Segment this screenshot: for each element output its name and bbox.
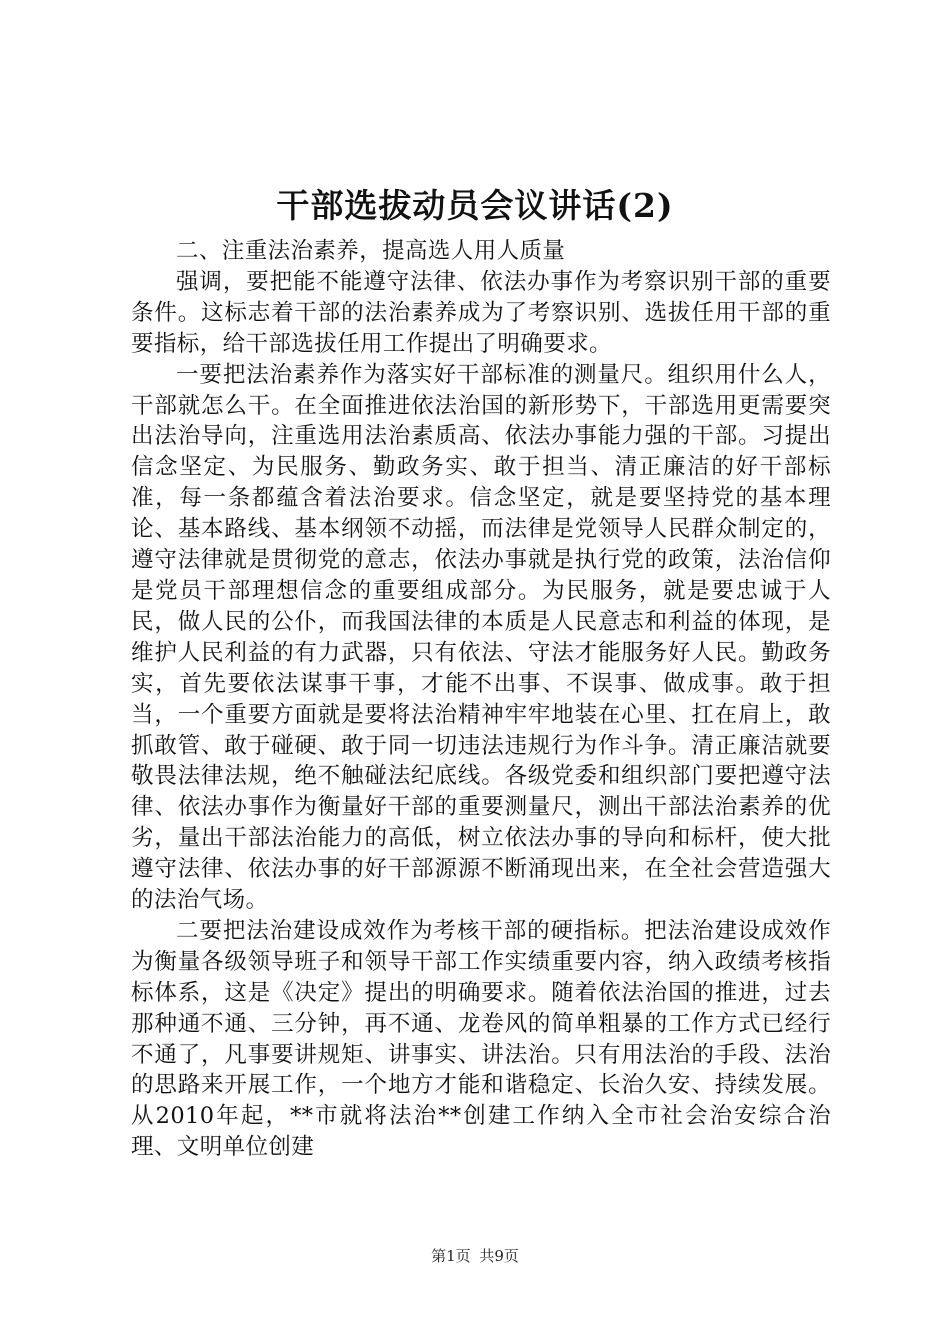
page-number: 第1页 [431, 1247, 471, 1265]
paragraph: 强调，要把能不能遵守法律、依法办事作为考察识别干部的重要条件。这标志着干部的法治素养成为了考察识别、选拔任用干部的重要指标，给干部选拔任用工作提出了明确要求。 [131, 268, 831, 357]
document-body [131, 236, 831, 1163]
page-total: 共9页 [479, 1247, 519, 1265]
paragraph: 一要把法治素养作为落实好干部标准的测量尺。组织用什么人，干部就怎么干。在全面推进依法治国的新形势下，干部选用更需要突出法治导向，注重选用法治素质高、依法办事能力强的干部。习提出信念坚定、为民服务、勤政务实、敢于担当、清正廉洁的好干部标准，每一条都蕴含着法治要求。信念坚定，就是要坚持党的基本理论、基本路线、基本纲领不动摇，而法律是党领导人民群众制定的，遵守法律就是贯彻党的意志，依法办事就是执行党的政策，法治信仰是党员干部理想信念的重要组成部分。为民服务，就是要忠诚于人民，做人民的公仆，而我国法律的本质是人民意志和利益的体现，是维护人民利益的有力武器，只有依法、守法才能服务好人民。勤政务实，首先要依法谋事干事，才能不出事、不误事、做成事。敢于担当，一个重要方面就是要将法治精神牢牢地装在心里、扛在肩上，敢抓敢管、敢于碰硬、敢于同一切违法违规行为作斗争。清正廉洁就要敬畏法律法规，绝不触碰法纪底线。各级党委和组织部门要把遵守法律、依法办事作为衡量好干部的重要测量尺，测出干部法治素养的优劣，量出干部法治能力的高低，树立依法办事的导向和标杆，使大批遵守法律、依法办事的好干部源源不断涌现出来，在全社会营造强大的法治气场。 [131, 361, 831, 914]
page-footer [0, 1245, 950, 1266]
document-title: 干部选拔动员会议讲话(2) [276, 186, 674, 225]
paragraph: 二要把法治建设成效作为考核干部的硬指标。把法治建设成效作为衡量各级领导班子和领导干部工作实绩重要内容，纳入政绩考核指标体系，这是《决定》提出的明确要求。随着依法治国的推进，过去那种通不通、三分钟，再不通、龙卷风的简单粗暴的工作方式已经行不通了，凡事要讲规矩、讲事实、讲法治。只有用法治的手段、法治的思路来开展工作，一个地方才能和谐稳定、长治久安、持续发展。从2010年起，**市就将法治**创建工作纳入全市社会治安综合治理、文明单位创建 [131, 917, 831, 1161]
section-heading: 二、注重法治素养，提高选人用人质量 [176, 238, 566, 264]
